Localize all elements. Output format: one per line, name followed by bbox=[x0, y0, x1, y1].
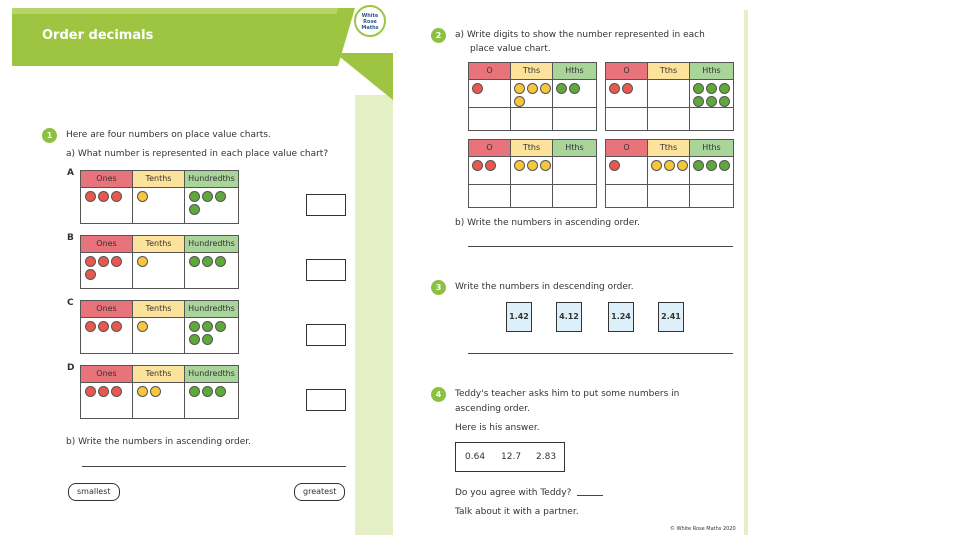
answer-box bbox=[306, 389, 346, 411]
logo-text: White Rose Maths bbox=[361, 13, 379, 31]
column-header: Tenths bbox=[133, 301, 185, 317]
counter-one bbox=[98, 386, 109, 397]
counter-hundredth bbox=[693, 160, 704, 171]
counter-hundredth bbox=[189, 334, 200, 345]
counter-hundredth bbox=[189, 191, 200, 202]
counter-one bbox=[609, 160, 620, 171]
copyright: © White Rose Maths 2020 bbox=[670, 526, 736, 532]
column-cell bbox=[553, 156, 596, 207]
counter-one bbox=[98, 191, 109, 202]
counter-hundredth bbox=[215, 321, 226, 332]
counter-tenth bbox=[527, 160, 538, 171]
answer-row-divider bbox=[469, 184, 596, 185]
counter-hundredth bbox=[556, 83, 567, 94]
counter-hundredth bbox=[202, 256, 213, 267]
column-header: Tenths bbox=[133, 171, 185, 187]
column-header: Tths bbox=[511, 63, 553, 79]
counter-hundredth bbox=[693, 96, 704, 107]
place-value-chart-small bbox=[468, 62, 597, 131]
counter-hundredth bbox=[215, 256, 226, 267]
counter-hundredth bbox=[719, 160, 730, 171]
counter-one bbox=[111, 321, 122, 332]
place-value-chart bbox=[80, 300, 239, 354]
counter-tenth bbox=[137, 321, 148, 332]
column-header: Ones bbox=[81, 171, 133, 187]
q1a-prompt: a) What number is represented in each place value chart? bbox=[66, 149, 329, 159]
counter-hundredth bbox=[189, 321, 200, 332]
place-value-chart-small bbox=[468, 139, 597, 208]
column-header: Hundredths bbox=[185, 366, 238, 382]
smallest-label: smallest bbox=[68, 483, 120, 501]
column-header: O bbox=[606, 140, 648, 156]
q1b-prompt: b) Write the numbers in ascending order. bbox=[66, 437, 251, 447]
column-header: Tenths bbox=[133, 366, 185, 382]
logo bbox=[354, 5, 386, 37]
counter-one bbox=[85, 321, 96, 332]
question-number-3: 3 bbox=[431, 280, 446, 295]
q1-intro: Here are four numbers on place value charts. bbox=[66, 130, 271, 140]
counter-hundredth bbox=[189, 256, 200, 267]
place-value-chart-small bbox=[605, 62, 734, 131]
chart-label: C bbox=[67, 298, 74, 308]
counter-hundredth bbox=[706, 96, 717, 107]
q4-agree: Do you agree with Teddy? bbox=[455, 488, 572, 498]
q4-agree-line bbox=[577, 495, 603, 496]
counter-tenth bbox=[137, 386, 148, 397]
counter-hundredth bbox=[706, 83, 717, 94]
counter-one bbox=[111, 191, 122, 202]
column-header: Hths bbox=[553, 140, 596, 156]
counter-one bbox=[85, 269, 96, 280]
counter-one bbox=[85, 386, 96, 397]
counter-one bbox=[472, 160, 483, 171]
answer-box bbox=[306, 259, 346, 281]
q2b-prompt: b) Write the numbers in ascending order. bbox=[455, 218, 640, 228]
answer-row-divider bbox=[606, 184, 733, 185]
header-divider bbox=[81, 252, 238, 253]
column-header: Hths bbox=[690, 140, 733, 156]
greatest-label: greatest bbox=[294, 483, 345, 501]
column-header: Ones bbox=[81, 301, 133, 317]
column-header: Tths bbox=[648, 63, 690, 79]
q3-answer-line bbox=[468, 353, 733, 354]
counter-one bbox=[472, 83, 483, 94]
answer-row-divider bbox=[469, 107, 596, 108]
q2a-line1: a) Write digits to show the number represented in each bbox=[455, 30, 705, 40]
q3-prompt: Write the numbers in descending order. bbox=[455, 282, 634, 292]
header-divider bbox=[606, 79, 733, 80]
counter-one bbox=[622, 83, 633, 94]
teddy-answer-1: 0.64 bbox=[465, 452, 486, 462]
teddy-answer-3: 2.83 bbox=[536, 452, 557, 462]
q1b-answer-line bbox=[82, 466, 346, 467]
q4-answer-label: Here is his answer. bbox=[455, 423, 540, 433]
answer-box bbox=[306, 324, 346, 346]
header-divider bbox=[469, 79, 596, 80]
q4-talk: Talk about it with a partner. bbox=[455, 507, 579, 517]
number-card-2: 4.12 bbox=[556, 302, 582, 332]
answer-box bbox=[306, 194, 346, 216]
counter-hundredth bbox=[215, 386, 226, 397]
number-card-1: 1.42 bbox=[506, 302, 532, 332]
teddy-answer-box bbox=[455, 442, 565, 472]
counter-tenth bbox=[651, 160, 662, 171]
counter-tenth bbox=[527, 83, 538, 94]
counter-tenth bbox=[514, 160, 525, 171]
counter-one bbox=[485, 160, 496, 171]
column-header: Hundredths bbox=[185, 301, 238, 317]
q4-line2: ascending order. bbox=[455, 404, 530, 414]
counter-hundredth bbox=[202, 321, 213, 332]
counter-hundredth bbox=[719, 96, 730, 107]
counter-one bbox=[98, 321, 109, 332]
counter-one bbox=[111, 386, 122, 397]
counter-one bbox=[111, 256, 122, 267]
q4-line1: Teddy's teacher asks him to put some numbers in bbox=[455, 389, 680, 399]
header-divider bbox=[81, 382, 238, 383]
counter-tenth bbox=[150, 386, 161, 397]
counter-hundredth bbox=[693, 83, 704, 94]
counter-hundredth bbox=[189, 204, 200, 215]
column-header: Hths bbox=[690, 63, 733, 79]
counter-hundredth bbox=[719, 83, 730, 94]
counter-tenth bbox=[514, 83, 525, 94]
counter-tenth bbox=[137, 191, 148, 202]
column-cell bbox=[648, 79, 690, 130]
chart-label: A bbox=[67, 168, 74, 178]
counter-one bbox=[85, 191, 96, 202]
number-card-4: 2.41 bbox=[658, 302, 684, 332]
place-value-chart bbox=[80, 170, 239, 224]
q2b-answer-line bbox=[468, 246, 733, 247]
header-divider bbox=[81, 187, 238, 188]
page-title: Order decimals bbox=[42, 28, 154, 43]
q2a-line2: place value chart. bbox=[470, 44, 551, 54]
chart-label: D bbox=[67, 363, 75, 373]
counter-tenth bbox=[514, 96, 525, 107]
place-value-chart bbox=[80, 235, 239, 289]
column-header: Hundredths bbox=[185, 236, 238, 252]
header-divider bbox=[606, 156, 733, 157]
place-value-chart-small bbox=[605, 139, 734, 208]
column-header: Tenths bbox=[133, 236, 185, 252]
teddy-answer-2: 12.7 bbox=[501, 452, 522, 462]
column-header: Hths bbox=[553, 63, 596, 79]
counter-tenth bbox=[540, 83, 551, 94]
column-header: Ones bbox=[81, 236, 133, 252]
question-number-2: 2 bbox=[431, 28, 446, 43]
title-banner-highlight bbox=[12, 8, 338, 14]
counter-hundredth bbox=[706, 160, 717, 171]
column-header: Tths bbox=[511, 140, 553, 156]
counter-hundredth bbox=[202, 334, 213, 345]
left-side-stripe bbox=[355, 95, 393, 535]
column-header: Hundredths bbox=[185, 171, 238, 187]
column-header: O bbox=[469, 140, 511, 156]
counter-tenth bbox=[137, 256, 148, 267]
column-header: Ones bbox=[81, 366, 133, 382]
column-header: Tths bbox=[648, 140, 690, 156]
header-divider bbox=[469, 156, 596, 157]
counter-one bbox=[609, 83, 620, 94]
answer-row-divider bbox=[606, 107, 733, 108]
counter-one bbox=[98, 256, 109, 267]
counter-hundredth bbox=[202, 191, 213, 202]
column-header: O bbox=[606, 63, 648, 79]
counter-hundredth bbox=[202, 386, 213, 397]
question-number-4: 4 bbox=[431, 387, 446, 402]
question-number-1: 1 bbox=[42, 128, 57, 143]
right-side-stripe bbox=[744, 10, 748, 535]
counter-tenth bbox=[664, 160, 675, 171]
chart-label: B bbox=[67, 233, 74, 243]
place-value-chart bbox=[80, 365, 239, 419]
counter-one bbox=[85, 256, 96, 267]
counter-tenth bbox=[677, 160, 688, 171]
counter-hundredth bbox=[189, 386, 200, 397]
counter-tenth bbox=[540, 160, 551, 171]
counter-hundredth bbox=[569, 83, 580, 94]
column-header: O bbox=[469, 63, 511, 79]
header-divider bbox=[81, 317, 238, 318]
number-card-3: 1.24 bbox=[608, 302, 634, 332]
counter-hundredth bbox=[215, 191, 226, 202]
